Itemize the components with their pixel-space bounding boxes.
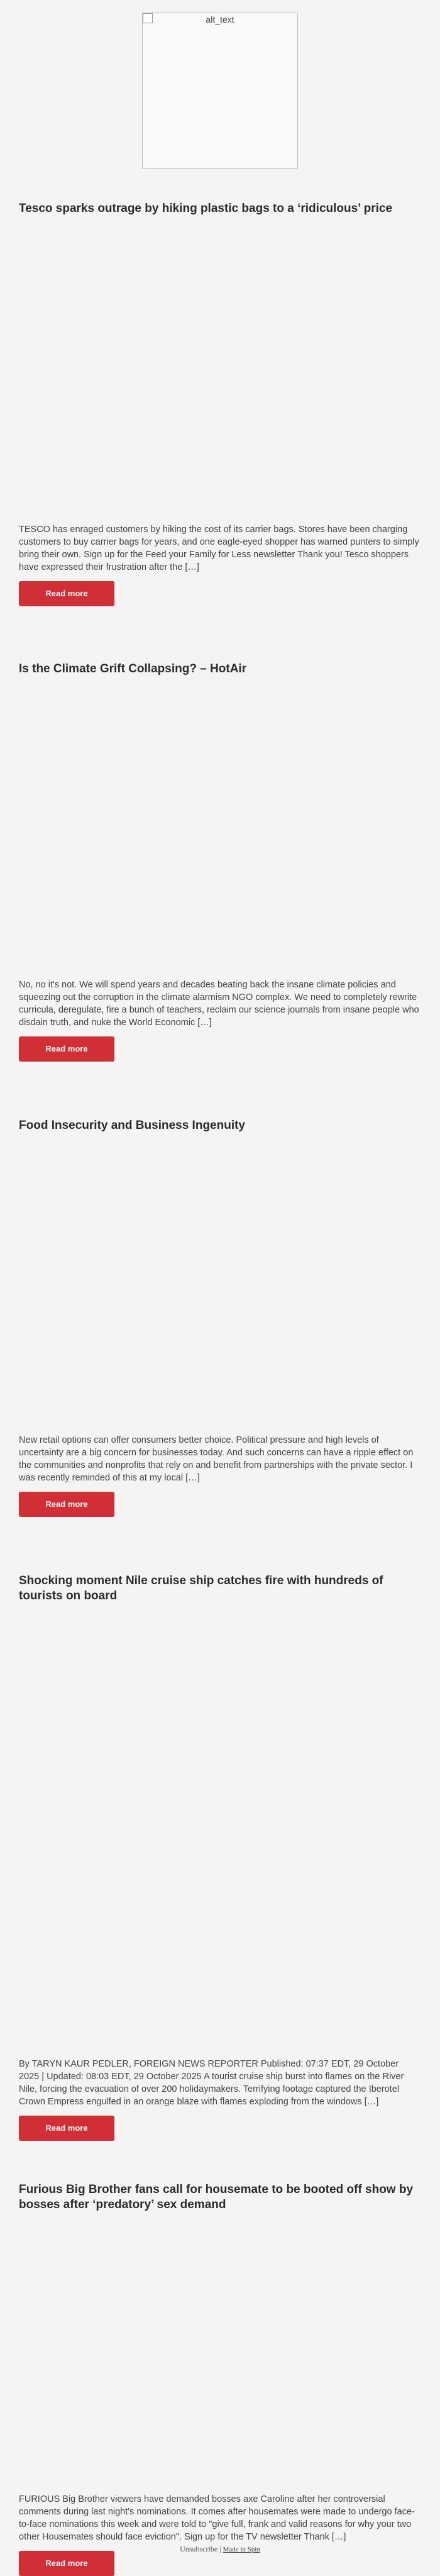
header-image-alt: alt_text [206,14,234,25]
article-excerpt: By TARYN KAUR PEDLER, FOREIGN NEWS REPORTER Published: 07:37 EDT, 29 October 2025 | Updated: 08:03 EDT, 29 October 2025 A tourist cruise ship burst into flames on the River Nile, forcing the evacuation of over 200 holidaymakers. Terrifying footage captured the Iberotel Crown Empress engulfed in an orange blaze with flames exploding from the windows […] [19,2059,404,2107]
article-excerpt: New retail options can offer consumers better choice. Political pressure and high levels of uncertainty are a big concern for businesses today. And such concerns can have a ripple effect on the communities and nonprofits that rely on and benefit from partnerships with the private sector. I was recently reminded of this at my local […] [19,1435,414,1483]
article-image [19,1604,421,2058]
article-title[interactable]: Food Insecurity and Business Ingenuity [19,1119,245,1132]
footer [19,2545,421,2554]
article-title[interactable]: Furious Big Brother fans call for housemate to be booted off show by bosses after ‘predatory’ sex demand [19,2183,414,2211]
read-more-button[interactable]: Read more [19,2551,114,2576]
article-title[interactable]: Tesco sparks outrage by hiking plastic bags to a ‘ridiculous’ price [19,202,393,215]
read-more-button[interactable]: Read more [19,581,114,606]
article-4 [19,1574,421,2141]
made-in-spin-link[interactable]: Made in Spin [223,2546,260,2553]
article-2 [19,662,421,1062]
article-image [19,677,421,979]
article-image [19,216,421,523]
read-more-button[interactable]: Read more [19,1492,114,1517]
footer-separator: | [219,2545,221,2553]
article-title[interactable]: Shocking moment Nile cruise ship catches fire with hundreds of tourists on board [19,1574,383,1602]
article-1 [19,201,421,606]
article-image [19,1133,421,1434]
article-excerpt: No, no it's not. We will spend years and decades beating back the insane climate policies and squeezing out the corruption in the climate alarmism NGO complex. We need to completely rewrite curricula, deregulate, fire a bunch of teachers, reclaim our science journals from insane people who disdain truth, and nuke the World Economic […] [19,980,419,1028]
read-more-button[interactable]: Read more [19,1036,114,1062]
article-image [19,2212,421,2493]
article-title[interactable]: Is the Climate Grift Collapsing? – HotAir [19,662,247,675]
article-excerpt: FURIOUS Big Brother viewers have demanded bosses axe Caroline after her controversial comments during last night's nominations. It comes after housemates were made to undergo face-to-face nominations this week and were told to "give full, frank and valid reasons for why your two other Housemates should face eviction". Sign up for the TV newsletter Thank […] [19,2494,415,2542]
header-image [142,13,298,169]
article-excerpt: TESCO has enraged customers by hiking the cost of its carrier bags. Stores have been charging customers to buy carrier bags for years, and one eagle-eyed shopper has warned punters to simply bring their own. Sign up for the Feed your Family for Less newsletter Thank you! Tesco shoppers have expressed their frustration after the […] [19,525,419,572]
newsletter [19,0,421,2568]
unsubscribe-link[interactable]: Unsubscribe [180,2545,218,2553]
article-5 [19,2182,421,2576]
read-more-button[interactable]: Read more [19,2116,114,2141]
article-3 [19,1118,421,1517]
